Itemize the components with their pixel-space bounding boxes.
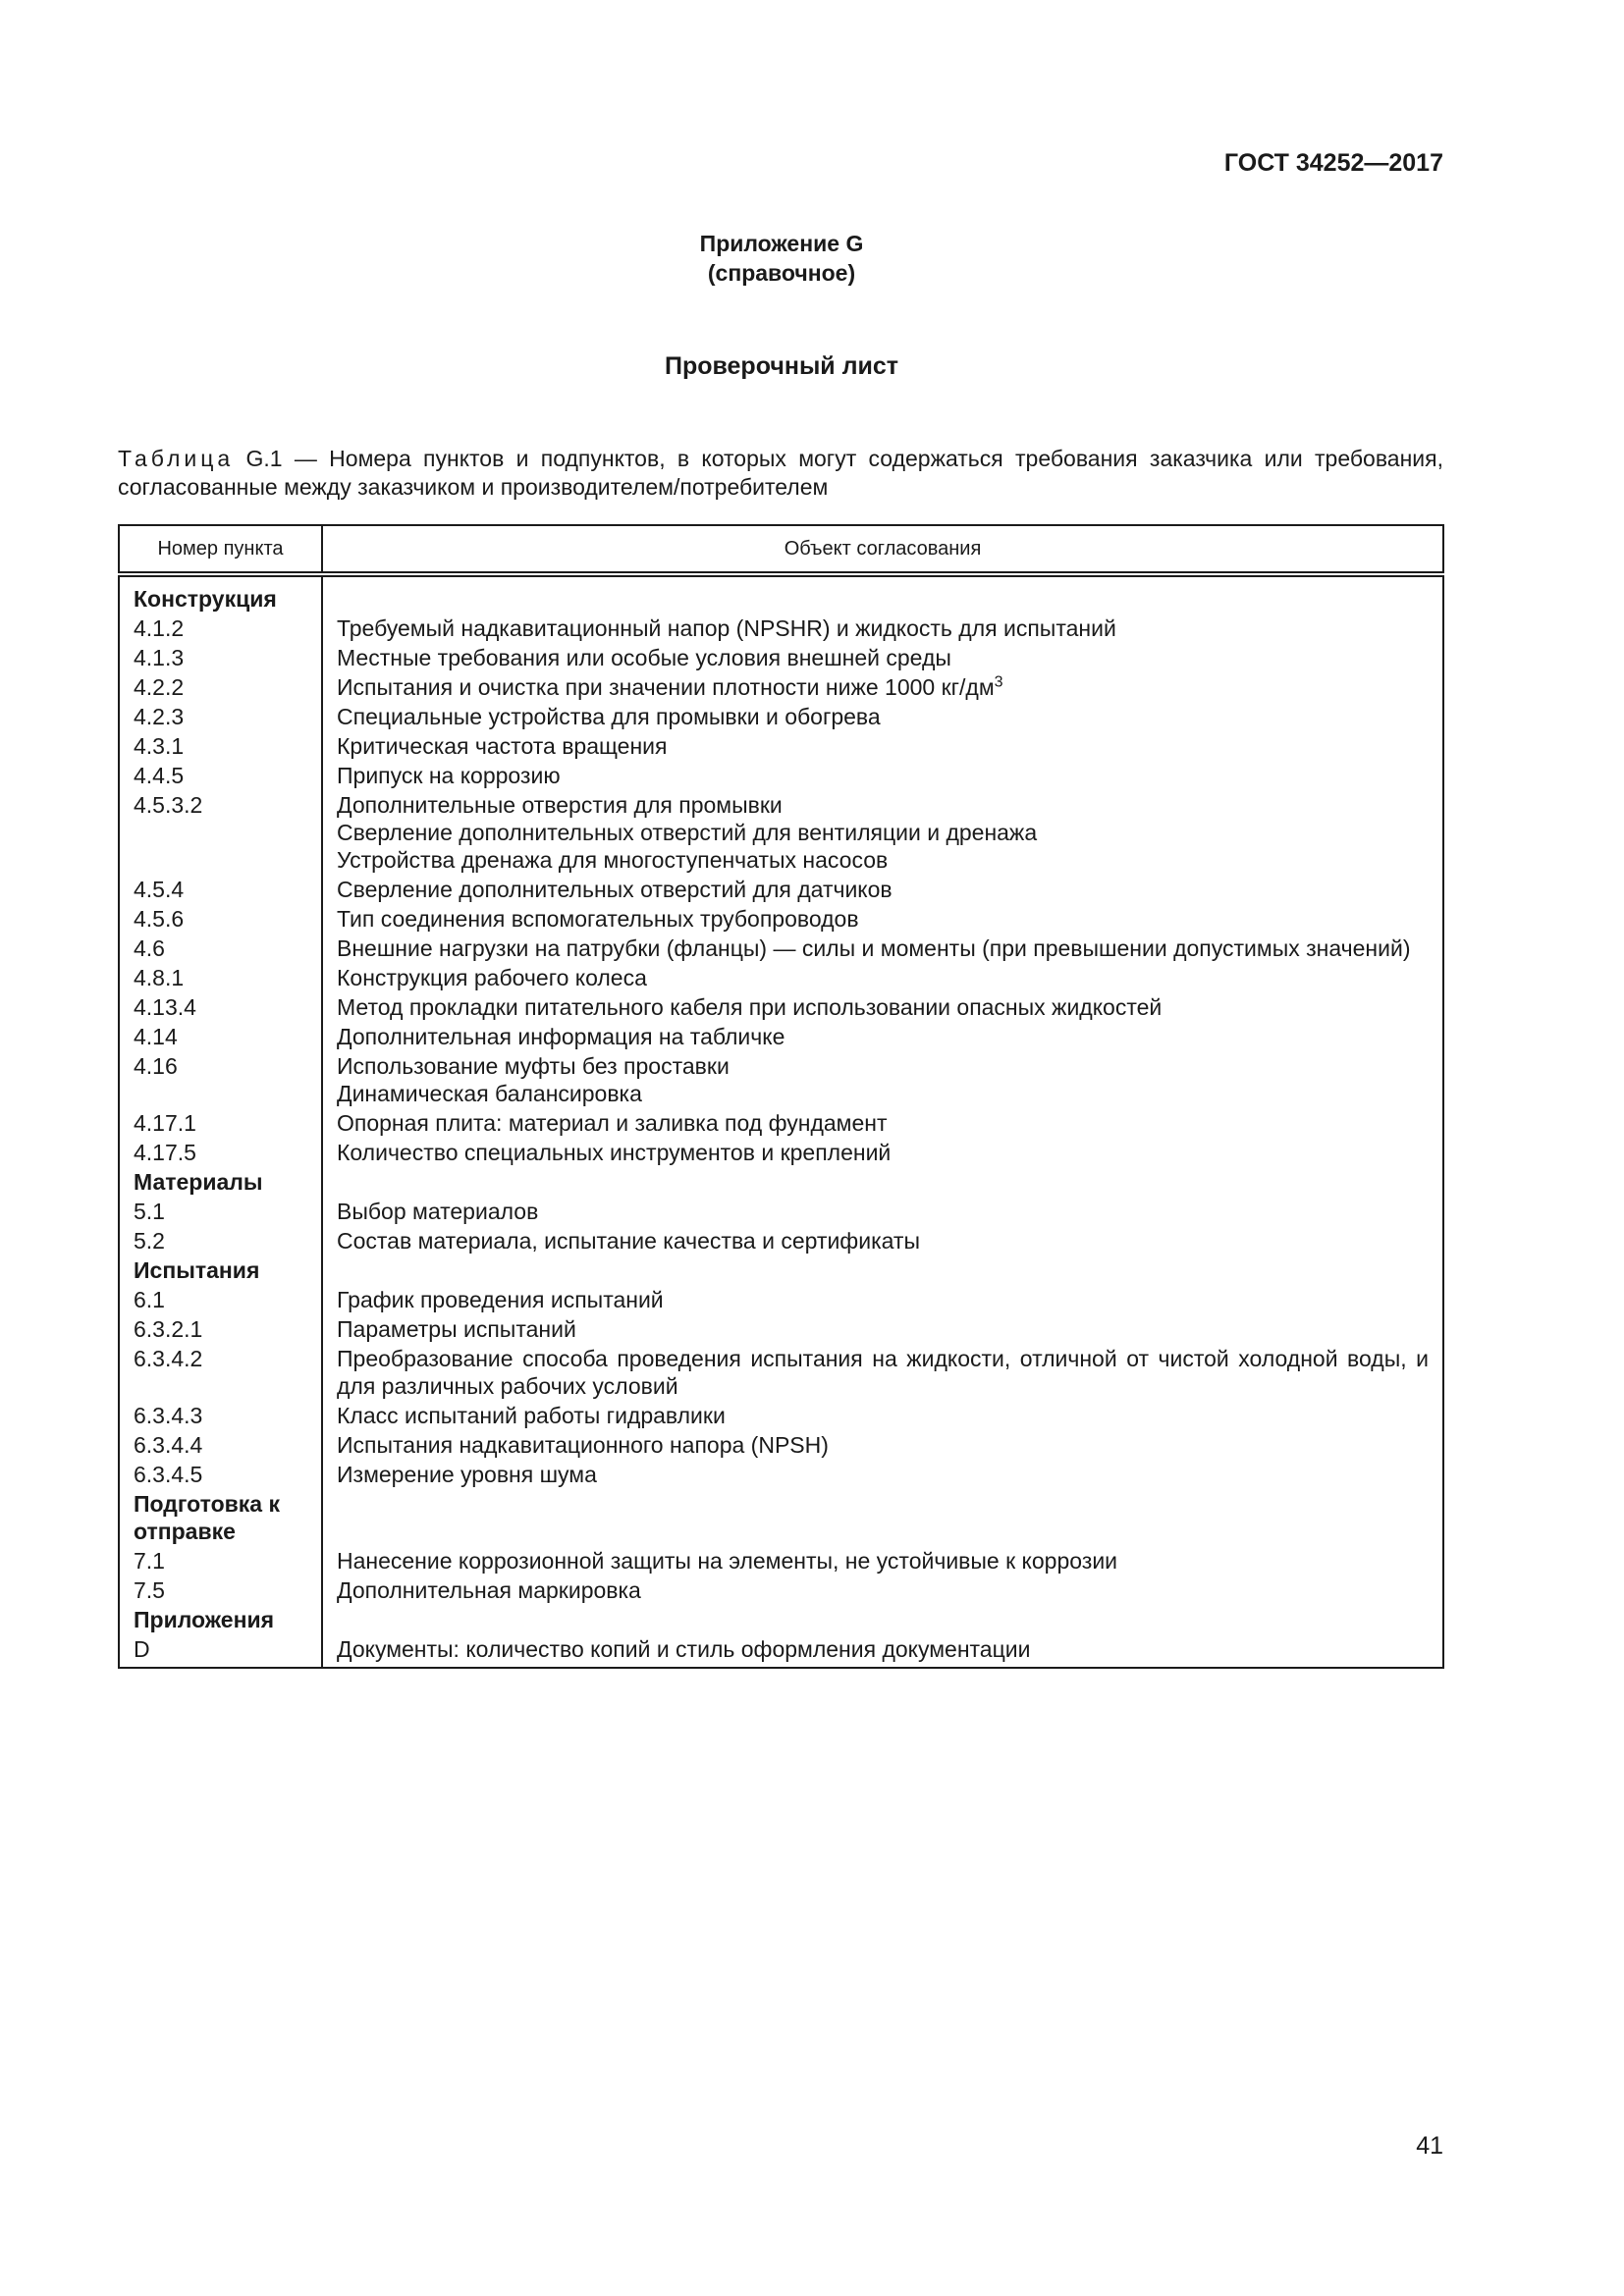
agreement-text: Специальные устройства для промывки и обогрева [337, 704, 881, 729]
agreement-object [322, 1314, 1443, 1344]
annex-type: (справочное) [707, 260, 856, 286]
section-heading: Материалы [119, 1167, 322, 1197]
agreement-text: Выбор материалов [337, 1199, 539, 1224]
agreement-text: Конструкция рабочего колеса [337, 965, 647, 990]
table-row [119, 643, 1443, 672]
table-row [119, 904, 1443, 934]
agreement-object [322, 1460, 1443, 1489]
agreement-text: Преобразование способа проведения испытания на жидкости, отличной от чистой холодной воды, и для различных рабочих условий [337, 1346, 1429, 1399]
column-header-number: Номер пункта [119, 525, 322, 574]
clause-number: 4.3.1 [119, 731, 322, 761]
agreement-text: Устройства дренажа для многоступенчатых насосов [337, 847, 889, 873]
table-row [119, 761, 1443, 790]
table-row [119, 1460, 1443, 1489]
table-row [119, 934, 1443, 963]
agreement-line [337, 1576, 1429, 1604]
table-row [119, 963, 1443, 992]
clause-number: 6.3.4.5 [119, 1460, 322, 1489]
annex-name: Приложение G [699, 231, 864, 256]
table-row [119, 731, 1443, 761]
agreement-object [322, 643, 1443, 672]
agreement-text: Дополнительные отверстия для промывки [337, 792, 783, 818]
superscript: 3 [994, 673, 1003, 691]
table-row [119, 1226, 1443, 1255]
agreement-object [322, 1226, 1443, 1255]
clause-number: 4.5.3.2 [119, 790, 322, 875]
clause-number: 4.8.1 [119, 963, 322, 992]
table-row [119, 1022, 1443, 1051]
empty-cell [322, 1605, 1443, 1634]
clause-number: 4.17.5 [119, 1138, 322, 1167]
page-title: Проверочный лист [664, 352, 899, 380]
agreement-text: Состав материала, испытание качества и сертификаты [337, 1228, 920, 1254]
agreement-line [337, 644, 1429, 671]
agreement-line [337, 703, 1429, 730]
agreement-object [322, 614, 1443, 643]
clause-number: 5.1 [119, 1197, 322, 1226]
agreement-line [337, 993, 1429, 1021]
clause-number: 4.1.3 [119, 643, 322, 672]
section-row [119, 574, 1443, 614]
agreement-text: Дополнительная маркировка [337, 1577, 641, 1603]
table-row [119, 1430, 1443, 1460]
column-header-object: Объект согласования [322, 525, 1443, 574]
clause-number: 4.4.5 [119, 761, 322, 790]
clause-number: 4.16 [119, 1051, 322, 1108]
section-heading: Конструкция [119, 574, 322, 614]
table-row [119, 1314, 1443, 1344]
table-row [119, 790, 1443, 875]
section-row [119, 1489, 1443, 1546]
agreement-line [337, 964, 1429, 991]
agreement-text: Измерение уровня шума [337, 1462, 597, 1487]
table-caption-text: G.1 — Номера пунктов и подпунктов, в которых могут содержаться требования заказчика или требования, согласованные между заказчиком и производителем/потребителем [118, 446, 1443, 500]
agreement-object [322, 1285, 1443, 1314]
agreement-text: Тип соединения вспомогательных трубопроводов [337, 906, 859, 932]
table-row [119, 1401, 1443, 1430]
clause-number: 6.3.4.3 [119, 1401, 322, 1430]
empty-cell [322, 1167, 1443, 1197]
section-heading: Подготовка к отправке [119, 1489, 322, 1546]
agreement-line [337, 791, 1429, 819]
table-row [119, 1546, 1443, 1575]
table-row [119, 1197, 1443, 1226]
clause-number: 4.13.4 [119, 992, 322, 1022]
agreement-text: Внешние нагрузки на патрубки (фланцы) — силы и моменты (при превышении допустимых значений) [337, 935, 1411, 961]
clause-number: 6.3.4.4 [119, 1430, 322, 1460]
table-row [119, 1108, 1443, 1138]
section-heading: Приложения [119, 1605, 322, 1634]
table-row [119, 702, 1443, 731]
agreement-text: Использование муфты без проставки [337, 1053, 730, 1079]
agreement-text: Параметры испытаний [337, 1316, 576, 1342]
agreement-object [322, 1022, 1443, 1051]
agreement-line [337, 1227, 1429, 1255]
clause-number: 7.5 [119, 1575, 322, 1605]
agreement-line [337, 1023, 1429, 1050]
agreement-object [322, 761, 1443, 790]
agreement-text: Испытания и очистка при значении плотности ниже 1000 кг/дм [337, 674, 995, 700]
section-row [119, 1167, 1443, 1197]
empty-cell [322, 1489, 1443, 1546]
table-row [119, 992, 1443, 1022]
agreement-object [322, 1401, 1443, 1430]
table-header-row [119, 525, 1443, 574]
agreement-object [322, 672, 1443, 702]
agreement-text: График проведения испытаний [337, 1287, 664, 1312]
agreement-object [322, 992, 1443, 1022]
clause-number: 4.17.1 [119, 1108, 322, 1138]
agreement-line [337, 1547, 1429, 1575]
table-row [119, 1051, 1443, 1108]
agreement-object [322, 1634, 1443, 1668]
table-row [119, 1575, 1443, 1605]
checklist-table [118, 524, 1444, 1669]
agreement-text: Припуск на коррозию [337, 763, 561, 788]
clause-number: 4.6 [119, 934, 322, 963]
agreement-text: Сверление дополнительных отверстий для вентиляции и дренажа [337, 820, 1038, 845]
agreement-line [337, 1286, 1429, 1313]
agreement-line [337, 1139, 1429, 1166]
agreement-line [337, 1345, 1429, 1400]
table-caption [118, 445, 1443, 502]
section-heading: Испытания [119, 1255, 322, 1285]
table-body [119, 574, 1443, 1668]
agreement-object [322, 1546, 1443, 1575]
table-row [119, 1344, 1443, 1401]
clause-number: 4.14 [119, 1022, 322, 1051]
agreement-object [322, 790, 1443, 875]
agreement-text: Динамическая балансировка [337, 1081, 642, 1106]
agreement-line [337, 1635, 1429, 1663]
agreement-text: Документы: количество копий и стиль оформления документации [337, 1636, 1031, 1662]
table-row [119, 672, 1443, 702]
agreement-object [322, 731, 1443, 761]
clause-number: 4.2.2 [119, 672, 322, 702]
agreement-line [337, 732, 1429, 760]
table-caption-label: Таблица [118, 446, 235, 471]
agreement-text: Нанесение коррозионной защиты на элементы, не устойчивые к коррозии [337, 1548, 1118, 1574]
agreement-line [337, 934, 1429, 962]
agreement-object [322, 1575, 1443, 1605]
empty-cell [322, 574, 1443, 614]
agreement-text: Количество специальных инструментов и креплений [337, 1140, 892, 1165]
page-number: 41 [1416, 2132, 1443, 2160]
clause-number: D [119, 1634, 322, 1668]
agreement-line [337, 762, 1429, 789]
agreement-object [322, 963, 1443, 992]
agreement-line [337, 1052, 1429, 1080]
clause-number: 5.2 [119, 1226, 322, 1255]
agreement-object [322, 1430, 1443, 1460]
clause-number: 4.2.3 [119, 702, 322, 731]
agreement-line [337, 1080, 1429, 1107]
agreement-line [337, 905, 1429, 933]
clause-number: 4.5.4 [119, 875, 322, 904]
agreement-line [337, 1315, 1429, 1343]
agreement-line [337, 1431, 1429, 1459]
agreement-text: Местные требования или особые условия внешней среды [337, 645, 951, 670]
agreement-text: Сверление дополнительных отверстий для датчиков [337, 877, 893, 902]
clause-number: 4.1.2 [119, 614, 322, 643]
agreement-object [322, 904, 1443, 934]
agreement-text: Требуемый надкавитационный напор (NPSHR) и жидкость для испытаний [337, 615, 1116, 641]
clause-number: 7.1 [119, 1546, 322, 1575]
agreement-text: Опорная плита: материал и заливка под фундамент [337, 1110, 888, 1136]
agreement-text: Класс испытаний работы гидравлики [337, 1403, 726, 1428]
clause-number: 6.3.2.1 [119, 1314, 322, 1344]
section-row [119, 1255, 1443, 1285]
section-row [119, 1605, 1443, 1634]
agreement-object [322, 934, 1443, 963]
empty-cell [322, 1255, 1443, 1285]
agreement-text: Испытания надкавитационного напора (NPSH) [337, 1432, 829, 1458]
agreement-text: Критическая частота вращения [337, 733, 668, 759]
agreement-object [322, 875, 1443, 904]
agreement-text: Метод прокладки питательного кабеля при использовании опасных жидкостей [337, 994, 1163, 1020]
agreement-line [337, 1461, 1429, 1488]
agreement-line [337, 846, 1429, 874]
agreement-line [337, 614, 1429, 642]
agreement-object [322, 1197, 1443, 1226]
table-row [119, 875, 1443, 904]
annex-heading [0, 229, 1563, 288]
clause-number: 4.5.6 [119, 904, 322, 934]
agreement-text: Дополнительная информация на табличке [337, 1024, 785, 1049]
standard-number: ГОСТ 34252—2017 [1223, 149, 1443, 177]
table-row [119, 1285, 1443, 1314]
agreement-line [337, 1402, 1429, 1429]
agreement-object [322, 702, 1443, 731]
clause-number: 6.1 [119, 1285, 322, 1314]
agreement-object [322, 1108, 1443, 1138]
table-row [119, 1634, 1443, 1668]
agreement-object [322, 1051, 1443, 1108]
table-row [119, 614, 1443, 643]
agreement-line [337, 1198, 1429, 1225]
table-row [119, 1138, 1443, 1167]
agreement-line [337, 819, 1429, 846]
agreement-object [322, 1344, 1443, 1401]
agreement-line [337, 1109, 1429, 1137]
agreement-line [337, 673, 1429, 701]
agreement-object [322, 1138, 1443, 1167]
agreement-line [337, 876, 1429, 903]
clause-number: 6.3.4.2 [119, 1344, 322, 1401]
